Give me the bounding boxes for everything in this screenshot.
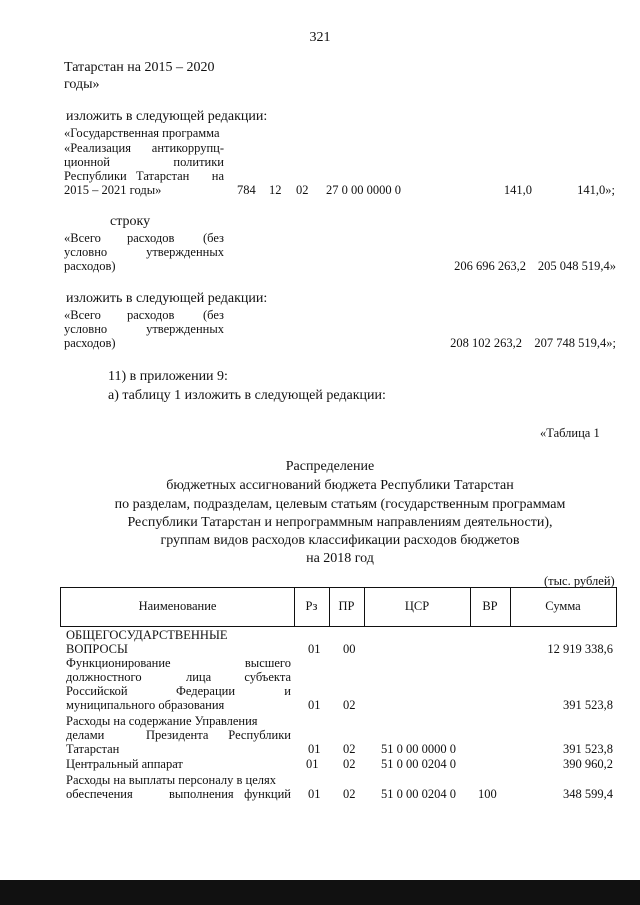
table-row-3-sum: 390 960,2 [563, 757, 613, 771]
item-a: а) таблицу 1 изложить в следующей редакции: [108, 388, 386, 403]
table-header [60, 587, 617, 627]
row2-word: Президента [146, 728, 209, 742]
header-name: Наименование [138, 599, 217, 613]
block2-line4-b: Татарстан [136, 169, 190, 183]
block3-line2-b: утвержденных [146, 245, 224, 259]
block3-line2-a: условно [64, 245, 108, 259]
block3-heading: строку [110, 214, 151, 229]
block2-line3-a: ционной [64, 155, 110, 169]
row1-word: лица [186, 670, 212, 684]
title-line4: Республики Татарстан и непрограммным направлениям деятельности), [127, 515, 553, 530]
scan-bottom-edge [0, 880, 640, 905]
header-rz: Рз [305, 599, 318, 613]
title-line1: Распределение [285, 459, 375, 474]
block2-line2-b: антикоррупц- [151, 141, 224, 155]
row1-word: должностного [66, 670, 142, 684]
block2-code-rz: 12 [269, 183, 282, 197]
block2-code-pr: 02 [296, 183, 309, 197]
block1-line1: Татарстан на 2015 – 2020 [64, 60, 215, 75]
block2-line5: 2015 – 2021 годы» [64, 183, 162, 197]
row4-word: выполнения [169, 787, 234, 801]
block1-line2: годы» [64, 77, 100, 92]
block4-line1-c: (без [203, 308, 224, 322]
block4-line1-b: расходов [127, 308, 175, 322]
row1-word: Российской [66, 684, 128, 698]
table-row-0-sum: 12 919 338,6 [547, 642, 613, 656]
table-row-2-rz: 01 [308, 742, 321, 756]
table-reference: «Таблица 1 [540, 426, 600, 440]
block2-line4-a: Республики [64, 169, 127, 183]
block2-heading: изложить в следующей редакции: [66, 109, 268, 124]
block4-heading: изложить в следующей редакции: [66, 291, 268, 306]
table-row-2-pr: 02 [343, 742, 356, 756]
title-line5: группам видов расходов классификации расходов бюджетов [160, 533, 520, 548]
block3-value-2: 205 048 519,4» [537, 259, 616, 273]
block4-line2-b: утвержденных [146, 322, 224, 336]
table-row-4-vr: 100 [478, 787, 497, 801]
block3-line3: расходов) [64, 259, 116, 273]
table-row-3-rz: 01 [306, 757, 319, 771]
item-11: 11) в приложении 9: [108, 369, 228, 384]
table-row-3-name-0: Центральный аппарат [66, 757, 183, 771]
row1-word: и [284, 684, 291, 698]
block4-value-2: 207 748 519,4»; [534, 336, 616, 350]
table-row-2-name-0: Расходы на содержание Управления [66, 714, 258, 728]
page-number: 321 [309, 30, 331, 45]
row4-word: обеспечения [66, 787, 133, 801]
table-row-4-name-0: Расходы на выплаты персоналу в целях [66, 773, 276, 787]
block2-line2-a: «Реализация [64, 141, 131, 155]
block2-line1: «Государственная программа [64, 126, 220, 140]
table-row-4-csr: 51 0 00 0204 0 [381, 787, 456, 801]
table-row-2-sum: 391 523,8 [563, 742, 613, 756]
block3-line1-c: (без [203, 231, 224, 245]
header-csr: ЦСР [404, 599, 430, 613]
table-row-1-sum: 391 523,8 [563, 698, 613, 712]
title-line2: бюджетных ассигнований бюджета Республики Татарстан [166, 478, 514, 493]
table-row-4-sum: 348 599,4 [563, 787, 613, 801]
block4-value-1: 208 102 263,2 [450, 336, 522, 350]
row1-word: Функционирование [66, 656, 171, 670]
table-row-4-pr: 02 [343, 787, 356, 801]
table-row-0-rz: 01 [308, 642, 321, 656]
header-pr: ПР [338, 599, 355, 613]
header-sum: Сумма [545, 599, 581, 613]
row1-word: Федерации [176, 684, 236, 698]
table-row-0-name-0: ОБЩЕГОСУДАРСТВЕННЫЕ [66, 628, 228, 642]
block2-value-2: 141,0»; [577, 183, 615, 197]
block3-value-1: 206 696 263,2 [454, 259, 526, 273]
table-row-3-csr: 51 0 00 0204 0 [381, 757, 456, 771]
block2-line4-c: на [211, 169, 224, 183]
block4-line2-a: условно [64, 322, 108, 336]
table-row-1-rz: 01 [308, 698, 321, 712]
row1-word: высшего [244, 656, 291, 670]
block3-line1-b: расходов [127, 231, 175, 245]
row2-word: делами [66, 728, 105, 742]
block2-code-ministry: 784 [237, 183, 256, 197]
title-line3: по разделам, подразделам, целевым статьям (государственным программам [114, 497, 566, 512]
table-row-0-name-1: ВОПРОСЫ [66, 642, 128, 656]
block3-line1-a: «Всего [64, 231, 101, 245]
table-row-1-name-3: муниципального образования [66, 698, 225, 712]
header-vr: ВР [482, 599, 498, 613]
block4-line1-a: «Всего [64, 308, 101, 322]
row2-word: Республики [228, 728, 291, 742]
table-row-2-csr: 51 0 00 0000 0 [381, 742, 456, 756]
block2-value-1: 141,0 [503, 183, 532, 197]
table-row-4-rz: 01 [308, 787, 321, 801]
block2-code-csr: 27 0 00 0000 0 [326, 183, 401, 197]
table-row-2-name-2: Татарстан [66, 742, 120, 756]
units-label: (тыс. рублей) [544, 574, 615, 588]
table-row-1-pr: 02 [343, 698, 356, 712]
table-row-0-pr: 00 [343, 642, 356, 656]
row1-word: субъекта [244, 670, 291, 684]
block4-line3: расходов) [64, 336, 116, 350]
title-line6: на 2018 год [306, 551, 374, 566]
row4-word: функций [244, 787, 291, 801]
block2-line3-b: политики [173, 155, 224, 169]
table-row-3-pr: 02 [343, 757, 356, 771]
